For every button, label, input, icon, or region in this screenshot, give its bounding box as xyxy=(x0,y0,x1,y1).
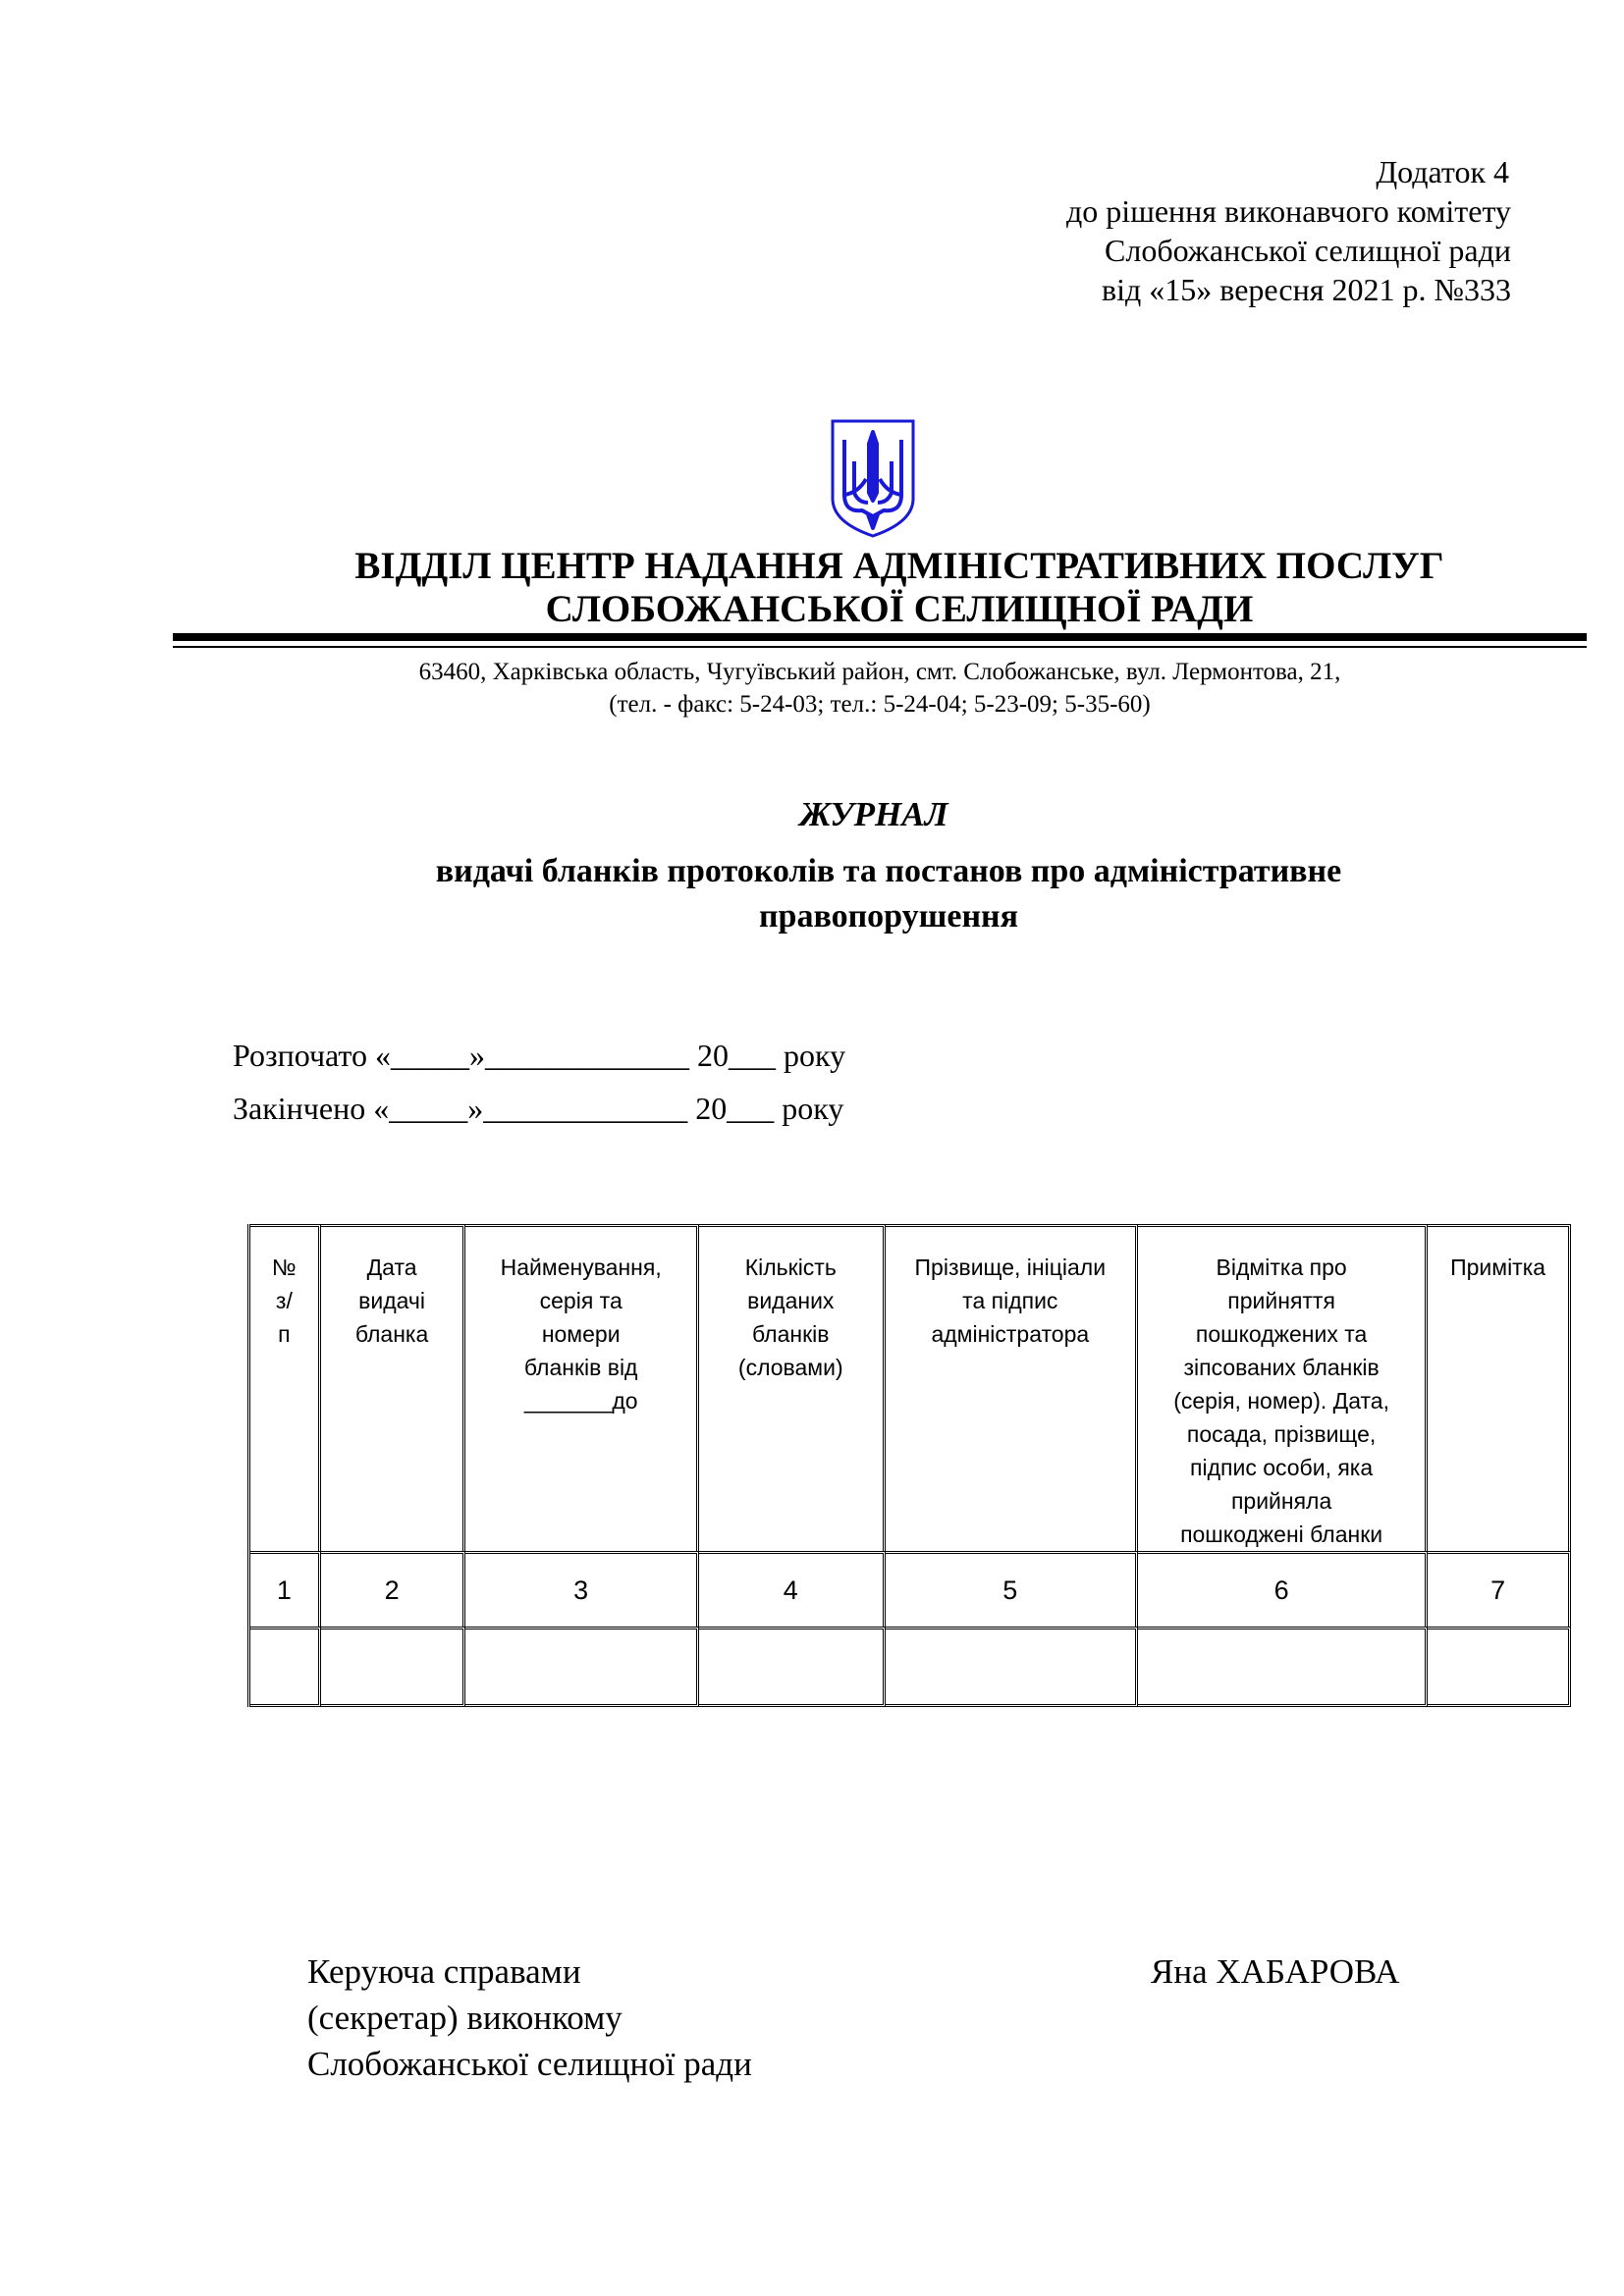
header-cell-line: Прізвище, ініціали xyxy=(914,1255,1107,1280)
header-cell-line: підпис особи, яка xyxy=(1190,1455,1374,1480)
header-cell-line: видачі xyxy=(358,1288,426,1313)
header-cell-line: пошкоджені бланки xyxy=(1180,1522,1383,1547)
header-cell-number xyxy=(250,1224,321,1551)
table-row xyxy=(250,1627,1571,1707)
blank-cell[interactable] xyxy=(699,1627,886,1707)
organization-title-line-2: СЛОБОЖАНСЬКОЇ СЕЛИЩНОЇ РАДИ xyxy=(545,588,1254,630)
column-number-cell: 7 xyxy=(1428,1551,1571,1627)
blank-cell[interactable] xyxy=(321,1627,466,1707)
header-cell-issue-date xyxy=(321,1224,466,1551)
header-cell-line: Найменування, xyxy=(500,1255,662,1280)
blank-cell[interactable] xyxy=(886,1627,1138,1707)
header-cell-line: № xyxy=(272,1255,297,1280)
started-date-line: Розпочато «_____»_____________ 20___ року xyxy=(233,1038,846,1073)
header-cell-line: бланка xyxy=(354,1321,429,1347)
column-number-row xyxy=(250,1551,1571,1627)
contacts-line: (тел. - факс: 5-24-03; тел.: 5-24-04; 5-23-09; 5-35-60) xyxy=(609,691,1151,718)
finished-date-line: Закінчено «_____»_____________ 20___ року xyxy=(233,1091,844,1126)
header-cell-line: (серія, номер). Дата, xyxy=(1173,1388,1389,1414)
table-header-row xyxy=(250,1224,1571,1551)
journal-table xyxy=(247,1224,1571,1707)
signatory-position xyxy=(307,1949,752,2087)
blank-cell[interactable] xyxy=(1428,1627,1571,1707)
column-number-cell: 3 xyxy=(465,1551,699,1627)
header-cell-line: номери xyxy=(541,1321,621,1347)
header-cell-line: прийняття xyxy=(1227,1288,1335,1313)
appendix-line-3: Слобожанської селищної ради xyxy=(1105,233,1511,268)
blank-cell[interactable] xyxy=(1138,1627,1428,1707)
blank-cell[interactable] xyxy=(465,1627,699,1707)
header-cell-line: п xyxy=(278,1321,291,1347)
header-cell-form-name xyxy=(465,1224,699,1551)
header-cell-line: пошкоджених та xyxy=(1195,1321,1368,1347)
blank-cell[interactable] xyxy=(250,1627,321,1707)
header-cell-line: з/ xyxy=(275,1288,293,1313)
signatory-position-line-3: Слобожанської селищної ради xyxy=(307,2045,752,2083)
header-cell-damaged-forms xyxy=(1138,1224,1428,1551)
signatory-name: Яна ХАБАРОВА xyxy=(1151,1952,1400,1991)
header-cell-quantity xyxy=(699,1224,886,1551)
journal-title: ЖУРНАЛ xyxy=(799,795,948,833)
header-cell-note xyxy=(1428,1224,1571,1551)
journal-subtitle-line-1: видачі бланків протоколів та постанов про адміністративне xyxy=(435,853,1342,889)
column-number-cell: 5 xyxy=(886,1551,1138,1627)
column-number-cell: 2 xyxy=(321,1551,466,1627)
header-rule-thin xyxy=(173,646,1587,648)
header-cell-line: адміністратора xyxy=(931,1321,1090,1347)
address-block xyxy=(173,656,1587,721)
header-cell-line: серія та xyxy=(539,1288,623,1313)
signatory-position-line-2: (секретар) виконкому xyxy=(307,1999,623,2037)
header-cell-line: Відмітка про xyxy=(1216,1255,1347,1280)
header-cell-line: _______до xyxy=(523,1388,638,1414)
header-cell-line: прийняла xyxy=(1230,1488,1332,1514)
header-cell-line: бланків від xyxy=(523,1355,638,1380)
appendix-line-4: від «15» вересня 2021 р. №333 xyxy=(1102,272,1511,307)
column-number-cell: 1 xyxy=(250,1551,321,1627)
address-line-1: 63460, Харківська область, Чугуївський район, смт. Слобожанське, вул. Лермонтова, 21, xyxy=(418,659,1341,685)
column-number-cell: 4 xyxy=(699,1551,886,1627)
signatory-position-line-1: Керуюча справами xyxy=(307,1952,581,1991)
header-cell-line: та підпис xyxy=(962,1288,1058,1313)
header-cell-line: посада, прізвище, xyxy=(1186,1421,1377,1447)
appendix-line-1: Додаток 4 xyxy=(1376,154,1509,189)
journal-subtitle-line-2: правопорушення xyxy=(758,898,1019,934)
header-cell-line: виданих xyxy=(747,1288,835,1313)
journal-subtitle xyxy=(324,849,1453,939)
appendix-line-2: до рішення виконавчого комітету xyxy=(1066,193,1511,229)
header-cell-line: зіпсованих бланків xyxy=(1183,1355,1380,1380)
header-cell-line: Примітка xyxy=(1450,1255,1546,1280)
organization-title xyxy=(173,545,1624,631)
header-cell-line: Дата xyxy=(366,1255,417,1280)
header-rule-thick xyxy=(173,633,1587,641)
trident-emblem-icon xyxy=(829,418,917,539)
column-number-cell: 6 xyxy=(1138,1551,1428,1627)
header-cell-line: бланків xyxy=(752,1321,830,1347)
appendix-block xyxy=(1066,152,1511,309)
header-cell-line: (словами) xyxy=(737,1355,843,1380)
organization-title-line-1: ВІДДІЛ ЦЕНТР НАДАННЯ АДМІНІСТРАТИВНИХ ПОСЛУГ xyxy=(354,545,1444,587)
header-cell-line: Кількість xyxy=(744,1255,837,1280)
header-cell-administrator xyxy=(886,1224,1138,1551)
